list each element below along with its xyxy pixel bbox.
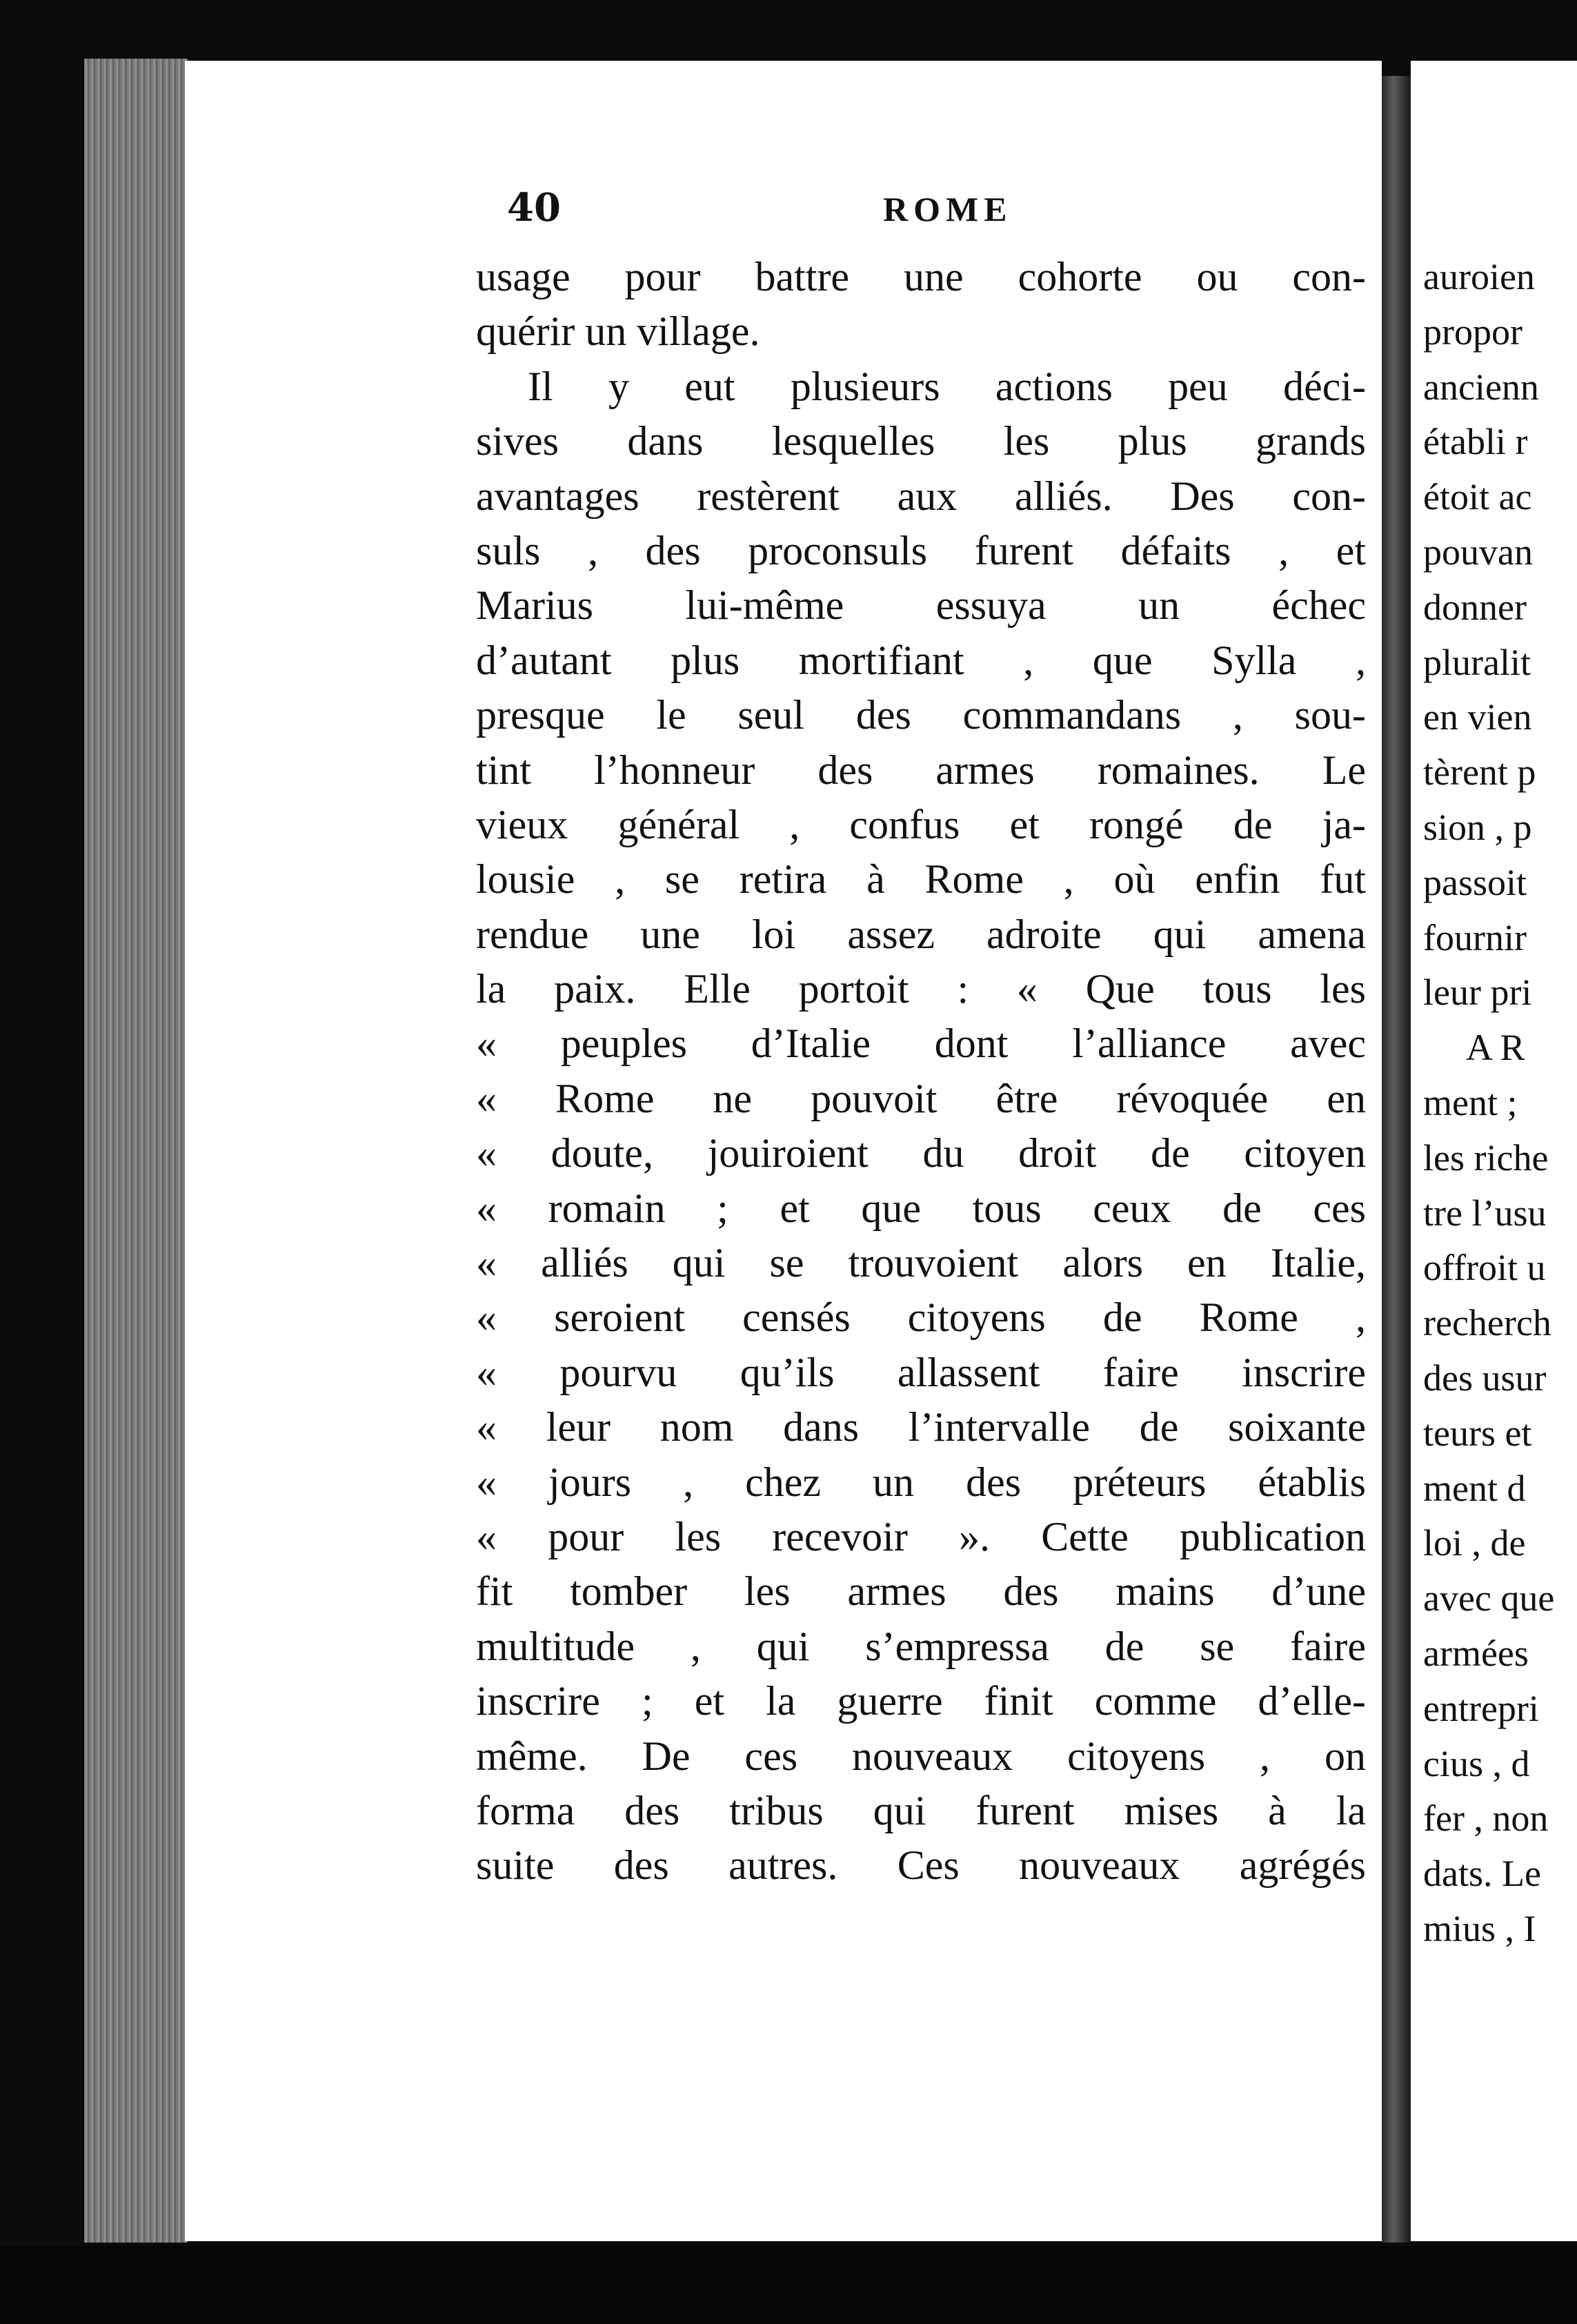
- text-line: tint l’honneur des armes romaines. Le: [476, 747, 1366, 793]
- page-number: 40: [507, 185, 561, 230]
- text-line: fit tomber les armes des mains d’une: [476, 1568, 1366, 1615]
- text-line-fragment: mius , I: [1423, 1907, 1536, 1949]
- scan-background: [0, 2246, 1577, 2324]
- text-line-fragment: établi r: [1423, 421, 1528, 463]
- book-page-edges: [84, 59, 188, 2243]
- text-line-fragment: tre l’usu: [1423, 1192, 1547, 1234]
- text-line: lousie , se retira à Rome , où enfin fut: [476, 856, 1366, 903]
- text-line-fragment: loi , de: [1423, 1522, 1526, 1564]
- text-line: « Rome ne pouvoit être révoquée en: [476, 1075, 1366, 1121]
- text-line: « pour les recevoir ». Cette publication: [476, 1513, 1366, 1559]
- text-line: quérir un village.: [476, 308, 760, 355]
- text-line-fragment: recherch: [1423, 1302, 1551, 1344]
- book-gutter: [1382, 76, 1411, 2243]
- text-line: « leur nom dans l’intervalle de soixante: [476, 1404, 1366, 1450]
- text-line-fragment: ancienn: [1423, 366, 1539, 408]
- text-line-fragment: entrepri: [1423, 1687, 1539, 1729]
- text-line-fragment: ment ;: [1423, 1081, 1518, 1123]
- text-line-fragment: passoit: [1423, 861, 1527, 903]
- text-line-fragment: fournir: [1423, 916, 1527, 958]
- text-line-fragment: des usur: [1423, 1357, 1547, 1399]
- text-line-fragment: armées: [1423, 1632, 1529, 1674]
- text-line-fragment: teurs et: [1423, 1412, 1532, 1454]
- text-line-fragment: tèrent p: [1423, 751, 1536, 794]
- text-line-fragment: leur pri: [1423, 972, 1532, 1014]
- text-line: sives dans lesquelles les plus grands: [476, 418, 1366, 464]
- text-line: suite des autres. Ces nouveaux agrégés: [476, 1842, 1366, 1889]
- text-line: suls , des proconsuls furent défaits , et: [476, 527, 1366, 573]
- text-line: « seroient censés citoyens de Rome ,: [476, 1294, 1366, 1341]
- text-line: inscrire ; et la guerre finit comme d’elle-: [476, 1678, 1366, 1724]
- text-line: la paix. Elle portoit : « Que tous les: [476, 966, 1366, 1012]
- text-line-fragment: dats. Le: [1423, 1853, 1541, 1895]
- text-line: Marius lui-même essuya un échec: [476, 582, 1366, 629]
- text-line: rendue une loi assez adroite qui amena: [476, 911, 1366, 957]
- text-line-fragment: fer , non: [1423, 1798, 1549, 1840]
- right-page-partial-text: [1423, 250, 1577, 1957]
- text-line: d’autant plus mortifiant , que Sylla ,: [476, 637, 1366, 683]
- text-line-fragment: avec que: [1423, 1577, 1555, 1619]
- text-line: même. De ces nouveaux citoyens , on: [476, 1733, 1366, 1779]
- text-line: Il y eut plusieurs actions peu déci-: [528, 363, 1366, 409]
- text-line: « peuples d’Italie dont l’alliance avec: [476, 1021, 1366, 1067]
- page-header: [507, 185, 1369, 240]
- text-line-fragment: A R: [1466, 1027, 1525, 1069]
- text-line: forma des tribus qui furent mises à la: [476, 1787, 1366, 1833]
- text-line-fragment: étoit ac: [1423, 476, 1532, 518]
- text-line: « romain ; et que tous ceux de ces: [476, 1185, 1366, 1231]
- text-line: avantages restèrent aux alliés. Des con-: [476, 473, 1366, 519]
- text-line: vieux général , confus et rongé de ja-: [476, 801, 1366, 847]
- text-line-fragment: sion , p: [1423, 806, 1532, 848]
- text-line-fragment: en vien: [1423, 696, 1532, 738]
- text-line: usage pour battre une cohorte ou con-: [476, 254, 1366, 299]
- text-line-fragment: auroien: [1423, 256, 1535, 297]
- text-line-fragment: pluralit: [1423, 641, 1531, 683]
- text-line-fragment: pouvan: [1423, 531, 1533, 573]
- text-line: « pourvu qu’ils allassent faire inscrire: [476, 1349, 1366, 1395]
- text-line-fragment: cius , d: [1423, 1742, 1530, 1784]
- text-line-fragment: donner: [1423, 586, 1527, 628]
- running-head: ROME: [883, 190, 1013, 228]
- text-line-fragment: propor: [1423, 311, 1523, 353]
- text-line: presque le seul des commandans , sou-: [476, 692, 1366, 738]
- text-line: « doute, jouiroient du droit de citoyen: [476, 1130, 1366, 1176]
- text-line: multitude , qui s’empressa de se faire: [476, 1623, 1366, 1669]
- text-line: « alliés qui se trouvoient alors en Italie,: [476, 1240, 1366, 1286]
- text-line-fragment: ment d: [1423, 1467, 1526, 1509]
- text-line: « jours , chez un des préteurs établis: [476, 1459, 1366, 1505]
- text-line-fragment: les riche: [1423, 1136, 1549, 1179]
- left-page-body-text: [476, 250, 1366, 1893]
- text-line-fragment: offroit u: [1423, 1247, 1546, 1289]
